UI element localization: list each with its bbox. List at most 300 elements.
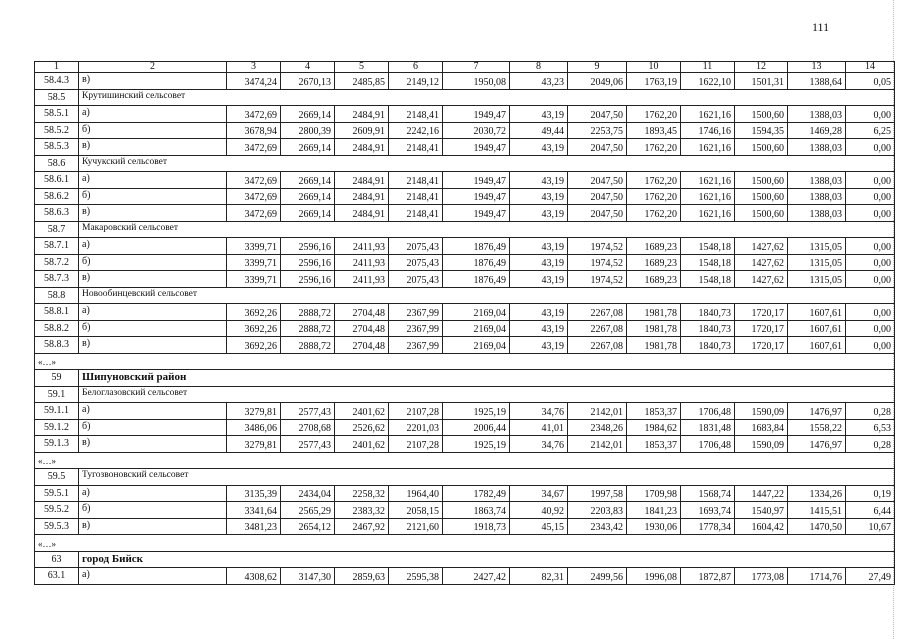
row-variant: а) [79,485,227,502]
column-number: 8 [510,62,568,73]
value-cell: 0,00 [846,188,895,205]
value-cell: 1548,18 [681,238,735,255]
value-cell: 34,76 [510,403,568,420]
table-row [35,436,895,453]
value-cell: 2049,06 [568,73,627,90]
value-cell: 1773,08 [735,568,788,585]
column-number: 2 [79,62,227,73]
value-cell: 43,19 [510,320,568,337]
value-cell: 2142,01 [568,403,627,420]
column-number-row [35,62,895,73]
column-number: 11 [681,62,735,73]
value-cell: 3399,71 [227,254,281,271]
value-cell: 1427,62 [735,254,788,271]
value-cell: 1762,20 [627,139,681,156]
row-code: 63.1 [35,568,79,585]
row-code: 59.1.2 [35,419,79,436]
row-code: 58.6.1 [35,172,79,189]
value-cell: 2669,14 [281,205,335,222]
value-cell: 1388,03 [788,106,846,123]
value-cell: 1689,23 [627,254,681,271]
value-cell: 82,31 [510,568,568,585]
value-cell: 1500,60 [735,106,788,123]
value-cell: 1981,78 [627,320,681,337]
value-cell: 43,19 [510,139,568,156]
value-cell: 43,19 [510,106,568,123]
value-cell: 2148,41 [389,106,443,123]
value-cell: 1568,74 [681,485,735,502]
row-variant: а) [79,238,227,255]
value-cell: 2367,99 [389,337,443,354]
value-cell: 2267,08 [568,337,627,354]
row-code: 59.5.2 [35,502,79,519]
value-cell: 2499,56 [568,568,627,585]
value-cell: 2859,63 [335,568,389,585]
value-cell: 10,67 [846,518,895,535]
table-row [35,271,895,288]
value-cell: 1540,97 [735,502,788,519]
table-row [35,485,895,502]
value-cell: 43,19 [510,254,568,271]
column-number: 10 [627,62,681,73]
value-cell: 1683,84 [735,419,788,436]
section-title: Крутишинский сельсовет [79,89,895,106]
value-cell: 3399,71 [227,238,281,255]
value-cell: 2075,43 [389,254,443,271]
row-code: 58.6.2 [35,188,79,205]
value-cell: 3486,06 [227,419,281,436]
row-variant: в) [79,518,227,535]
value-cell: 2075,43 [389,238,443,255]
value-cell: 2348,26 [568,419,627,436]
value-cell: 3279,81 [227,403,281,420]
value-cell: 2654,12 [281,518,335,535]
value-cell: 41,01 [510,419,568,436]
row-variant: б) [79,502,227,519]
value-cell: 3692,26 [227,337,281,354]
value-cell: 1949,47 [443,188,510,205]
row-code: 59.5.3 [35,518,79,535]
value-cell: 3474,24 [227,73,281,90]
value-cell: 2107,28 [389,403,443,420]
value-cell: 3472,69 [227,205,281,222]
value-cell: 3341,64 [227,502,281,519]
value-cell: 1447,22 [735,485,788,502]
row-variant: в) [79,271,227,288]
value-cell: 1388,03 [788,188,846,205]
section-code: 58.6 [35,155,79,172]
value-cell: 3279,81 [227,436,281,453]
value-cell: 2047,50 [568,106,627,123]
section-title: Белоглазовский сельсовет [79,386,895,403]
value-cell: 2149,12 [389,73,443,90]
section-row [35,89,895,106]
value-cell: 3135,39 [227,485,281,502]
table-row [35,238,895,255]
value-cell: 0,00 [846,254,895,271]
district-title: город Бийск [79,551,895,568]
column-number: 13 [788,62,846,73]
value-cell: 2485,85 [335,73,389,90]
value-cell: 1315,05 [788,238,846,255]
value-cell: 3472,69 [227,106,281,123]
column-number: 9 [568,62,627,73]
table-row [35,106,895,123]
value-cell: 2148,41 [389,139,443,156]
value-cell: 1500,60 [735,139,788,156]
value-cell: 1778,34 [681,518,735,535]
value-cell: 1500,60 [735,205,788,222]
value-cell: 1621,16 [681,139,735,156]
value-cell: 2434,04 [281,485,335,502]
tariff-table [34,61,895,585]
value-cell: 1997,58 [568,485,627,502]
value-cell: 1762,20 [627,188,681,205]
section-row [35,469,895,486]
value-cell: 2367,99 [389,320,443,337]
section-title: Кучукский сельсовет [79,155,895,172]
value-cell: 2800,39 [281,122,335,139]
omission-row [35,452,895,469]
value-cell: 1706,48 [681,403,735,420]
value-cell: 1853,37 [627,403,681,420]
section-title: Тугозвоновский сельсовет [79,469,895,486]
value-cell: 3692,26 [227,304,281,321]
value-cell: 1863,74 [443,502,510,519]
value-cell: 1388,03 [788,172,846,189]
district-row [35,551,895,568]
value-cell: 2383,32 [335,502,389,519]
value-cell: 45,15 [510,518,568,535]
section-row [35,221,895,238]
value-cell: 1689,23 [627,271,681,288]
value-cell: 2888,72 [281,304,335,321]
row-code: 58.6.3 [35,205,79,222]
value-cell: 1476,97 [788,436,846,453]
value-cell: 1925,19 [443,403,510,420]
value-cell: 6,25 [846,122,895,139]
value-cell: 1500,60 [735,188,788,205]
value-cell: 0,00 [846,205,895,222]
row-variant: в) [79,139,227,156]
table-row [35,254,895,271]
omission-mark: «…» [35,452,895,469]
value-cell: 1469,28 [788,122,846,139]
row-code: 58.7.3 [35,271,79,288]
value-cell: 2411,93 [335,254,389,271]
value-cell: 1590,09 [735,436,788,453]
column-number: 14 [846,62,895,73]
value-cell: 2107,28 [389,436,443,453]
value-cell: 1720,17 [735,304,788,321]
row-variant: б) [79,320,227,337]
value-cell: 1621,16 [681,188,735,205]
section-row [35,287,895,304]
value-cell: 3399,71 [227,271,281,288]
district-row [35,370,895,387]
value-cell: 2267,08 [568,320,627,337]
omission-row [35,353,895,370]
value-cell: 2169,04 [443,304,510,321]
value-cell: 1594,35 [735,122,788,139]
value-cell: 2047,50 [568,205,627,222]
row-variant: б) [79,122,227,139]
column-number: 3 [227,62,281,73]
value-cell: 1621,16 [681,106,735,123]
value-cell: 3147,30 [281,568,335,585]
value-cell: 2427,42 [443,568,510,585]
value-cell: 1558,22 [788,419,846,436]
value-cell: 34,67 [510,485,568,502]
value-cell: 6,44 [846,502,895,519]
value-cell: 2267,08 [568,304,627,321]
value-cell: 1621,16 [681,172,735,189]
row-variant: а) [79,304,227,321]
section-code: 59.5 [35,469,79,486]
row-code: 59.5.1 [35,485,79,502]
value-cell: 2258,32 [335,485,389,502]
value-cell: 3472,69 [227,139,281,156]
district-title: Шипуновский район [79,370,895,387]
value-cell: 1693,74 [681,502,735,519]
value-cell: 1714,76 [788,568,846,585]
omission-row [35,535,895,552]
value-cell: 2242,16 [389,122,443,139]
value-cell: 1949,47 [443,172,510,189]
value-cell: 2484,91 [335,139,389,156]
value-cell: 1872,87 [681,568,735,585]
value-cell: 2411,93 [335,271,389,288]
row-code: 58.5.3 [35,139,79,156]
table-row [35,502,895,519]
value-cell: 1689,23 [627,238,681,255]
value-cell: 2596,16 [281,254,335,271]
value-cell: 2595,38 [389,568,443,585]
value-cell: 2596,16 [281,271,335,288]
section-title: Новообинцевский сельсовет [79,287,895,304]
value-cell: 2670,13 [281,73,335,90]
row-variant: б) [79,254,227,271]
table-row [35,139,895,156]
column-number: 7 [443,62,510,73]
value-cell: 3472,69 [227,172,281,189]
value-cell: 49,44 [510,122,568,139]
section-row [35,155,895,172]
value-cell: 1501,31 [735,73,788,90]
value-cell: 1548,18 [681,271,735,288]
value-cell: 1949,47 [443,139,510,156]
row-code: 58.7.2 [35,254,79,271]
table-row [35,518,895,535]
value-cell: 1981,78 [627,304,681,321]
value-cell: 2047,50 [568,188,627,205]
value-cell: 2148,41 [389,205,443,222]
value-cell: 6,53 [846,419,895,436]
section-code: 58.5 [35,89,79,106]
value-cell: 1840,73 [681,337,735,354]
value-cell: 2484,91 [335,188,389,205]
row-variant: а) [79,106,227,123]
value-cell: 1427,62 [735,238,788,255]
value-cell: 2577,43 [281,436,335,453]
section-code: 59.1 [35,386,79,403]
value-cell: 1918,73 [443,518,510,535]
value-cell: 1763,19 [627,73,681,90]
row-variant: в) [79,73,227,90]
table-row [35,122,895,139]
value-cell: 43,19 [510,238,568,255]
row-variant: в) [79,205,227,222]
value-cell: 1476,97 [788,403,846,420]
value-cell: 0,00 [846,106,895,123]
value-cell: 1746,16 [681,122,735,139]
value-cell: 0,00 [846,271,895,288]
value-cell: 34,76 [510,436,568,453]
value-cell: 0,00 [846,337,895,354]
value-cell: 1607,61 [788,337,846,354]
value-cell: 1930,06 [627,518,681,535]
value-cell: 2253,75 [568,122,627,139]
value-cell: 2704,48 [335,304,389,321]
value-cell: 3678,94 [227,122,281,139]
section-code: 58.8 [35,287,79,304]
value-cell: 1876,49 [443,238,510,255]
row-code: 58.8.1 [35,304,79,321]
table-row [35,73,895,90]
value-cell: 1949,47 [443,205,510,222]
table-body [35,62,895,585]
value-cell: 2565,29 [281,502,335,519]
value-cell: 1415,51 [788,502,846,519]
value-cell: 1315,05 [788,271,846,288]
value-cell: 1706,48 [681,436,735,453]
row-code: 58.8.2 [35,320,79,337]
row-code: 58.5.1 [35,106,79,123]
value-cell: 1388,64 [788,73,846,90]
table-row [35,188,895,205]
section-code: 58.7 [35,221,79,238]
value-cell: 43,23 [510,73,568,90]
value-cell: 1984,62 [627,419,681,436]
value-cell: 2203,83 [568,502,627,519]
row-code: 59.1.3 [35,436,79,453]
value-cell: 0,00 [846,172,895,189]
omission-mark: «…» [35,353,895,370]
value-cell: 2609,91 [335,122,389,139]
value-cell: 1334,26 [788,485,846,502]
column-number: 1 [35,62,79,73]
value-cell: 1840,73 [681,304,735,321]
value-cell: 1853,37 [627,436,681,453]
value-cell: 2047,50 [568,172,627,189]
value-cell: 2708,68 [281,419,335,436]
value-cell: 1981,78 [627,337,681,354]
section-code: 63 [35,551,79,568]
value-cell: 1590,09 [735,403,788,420]
value-cell: 0,19 [846,485,895,502]
value-cell: 43,19 [510,271,568,288]
value-cell: 1470,50 [788,518,846,535]
value-cell: 1876,49 [443,271,510,288]
row-code: 59.1.1 [35,403,79,420]
column-number: 12 [735,62,788,73]
value-cell: 1974,52 [568,254,627,271]
value-cell: 2411,93 [335,238,389,255]
column-number: 6 [389,62,443,73]
value-cell: 1840,73 [681,320,735,337]
value-cell: 1996,08 [627,568,681,585]
value-cell: 43,19 [510,337,568,354]
value-cell: 27,49 [846,568,895,585]
section-row [35,386,895,403]
value-cell: 1782,49 [443,485,510,502]
value-cell: 1720,17 [735,320,788,337]
value-cell: 1607,61 [788,304,846,321]
row-variant: б) [79,188,227,205]
value-cell: 2047,50 [568,139,627,156]
table-row [35,320,895,337]
row-variant: в) [79,436,227,453]
value-cell: 2669,14 [281,188,335,205]
value-cell: 0,28 [846,436,895,453]
value-cell: 0,00 [846,320,895,337]
value-cell: 2058,15 [389,502,443,519]
value-cell: 1831,48 [681,419,735,436]
value-cell: 2704,48 [335,320,389,337]
value-cell: 2121,60 [389,518,443,535]
value-cell: 1607,61 [788,320,846,337]
value-cell: 2484,91 [335,106,389,123]
value-cell: 43,19 [510,205,568,222]
value-cell: 2142,01 [568,436,627,453]
value-cell: 1974,52 [568,271,627,288]
section-code: 59 [35,370,79,387]
value-cell: 2401,62 [335,436,389,453]
value-cell: 2030,72 [443,122,510,139]
value-cell: 1876,49 [443,254,510,271]
value-cell: 2169,04 [443,337,510,354]
value-cell: 1950,08 [443,73,510,90]
value-cell: 2148,41 [389,172,443,189]
value-cell: 40,92 [510,502,568,519]
value-cell: 2669,14 [281,172,335,189]
table-row [35,419,895,436]
row-code: 58.7.1 [35,238,79,255]
column-number: 4 [281,62,335,73]
value-cell: 2888,72 [281,320,335,337]
value-cell: 1720,17 [735,337,788,354]
value-cell: 3481,23 [227,518,281,535]
table-row [35,205,895,222]
value-cell: 2467,92 [335,518,389,535]
row-variant: а) [79,568,227,585]
value-cell: 1762,20 [627,172,681,189]
table-row [35,568,895,585]
value-cell: 1925,19 [443,436,510,453]
table-row [35,403,895,420]
value-cell: 2484,91 [335,205,389,222]
value-cell: 43,19 [510,172,568,189]
value-cell: 1974,52 [568,238,627,255]
value-cell: 2343,42 [568,518,627,535]
value-cell: 1548,18 [681,254,735,271]
value-cell: 1622,10 [681,73,735,90]
value-cell: 2596,16 [281,238,335,255]
value-cell: 2148,41 [389,188,443,205]
value-cell: 1964,40 [389,485,443,502]
value-cell: 1893,45 [627,122,681,139]
value-cell: 0,00 [846,304,895,321]
